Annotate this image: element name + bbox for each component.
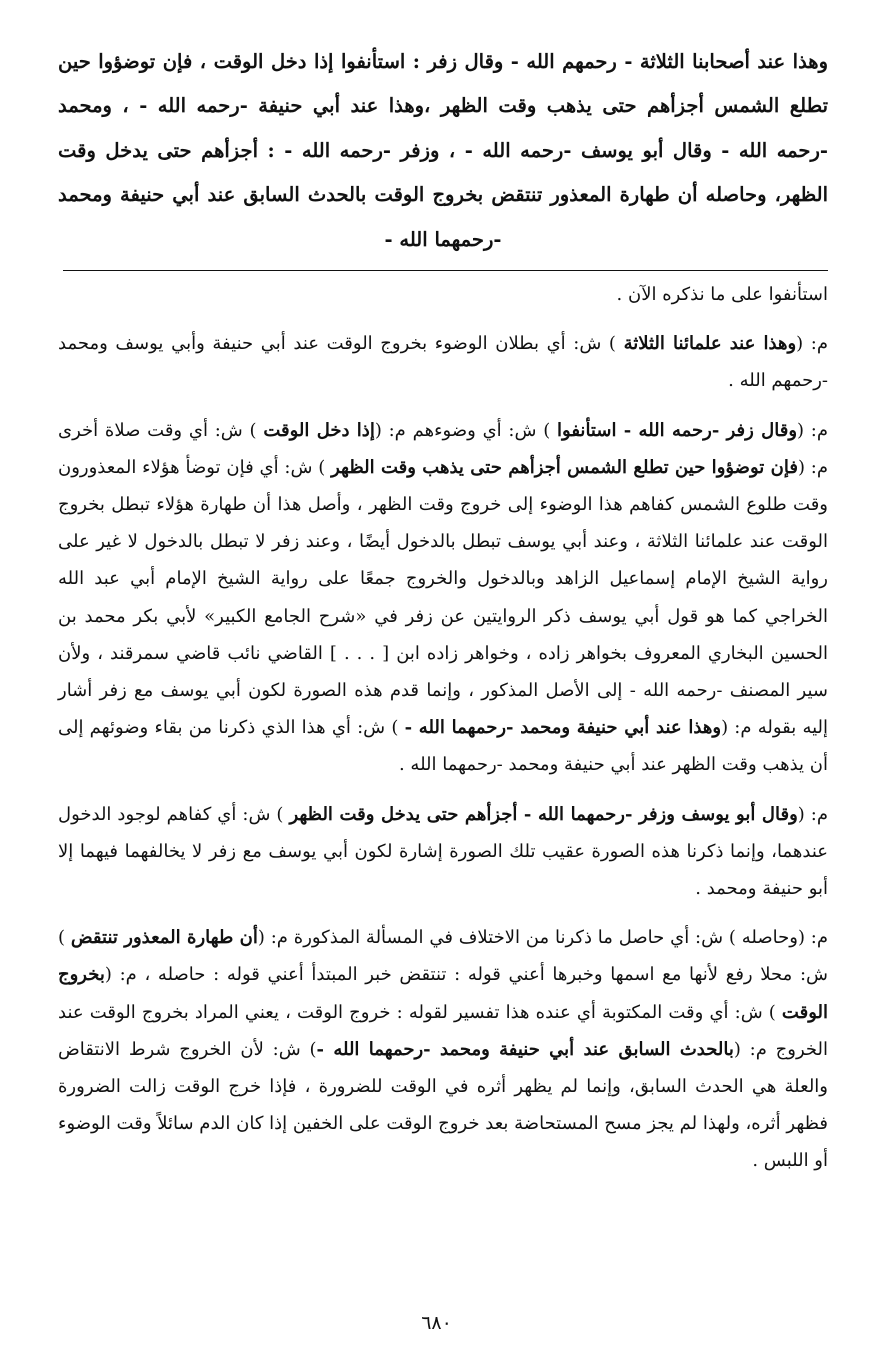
commentary-paragraph-5 (58, 919, 828, 1179)
matn-text: وهذا عند أصحابنا الثلاثة - رحمهم الله - وقال زفر : استأنفوا إذا دخل الوقت ، فإن توضؤوا حين تطلع الشمس أجزأهم حتى يذهب وقت الظهر ،وهذا عند أبي حنيفة -رحمه الله - ، ومحمد -رحمه الله - وقال أبو يوسف -رحمه الله - ، وزفر -رحمه الله - : أجزأهم حتى يدخل وقت الظهر، وحاصله أن طهارة المعذور تنتقض بخروج الوقت بالحدث السابق عند أبي حنيفة ومحمد -رحمهما الله - (58, 50, 828, 251)
commentary-text: ) ش: أي فإن توضأ هؤلاء المعذورون وقت طلوع الشمس كفاهم هذا الوضوء إلى خروج وقت الظهر ، وأصل هذا أن طهارة هؤلاء تبطل بخروج الوقت عند علمائنا الثلاثة ، وعند أبي يوسف تبطل بالدخول أيضًا ، وعند زفر لا تبطل بالدخول لا غير على رواية الشيخ الإمام إسماعيل الزاهد وبالدخول والخروج جمعًا على رواية الشيخ الإمام أبي عبد الله الخراجي كما هو قول أبي يوسف ذكر الروايتين عن زفر في «شرح الجامع الكبير» لأبي بكر محمد بن الحسين البخاري المعروف بخواهر زاده ، وخواهر زاده ابن [ . . . ] القاضي نائب قاضي سمرقند ، ولأن سير المصنف -رحمه الله - إلى الأصل المذكور ، وإنما قدم هذه الصورة لكون أبي يوسف مع زفر أشار إليه بقوله م: ( (58, 456, 829, 739)
commentary-text: م: (وحاصله ) ش: أي حاصل ما ذكرنا من الاختلاف في المسألة المذكورة م: ( (257, 927, 828, 949)
commentary-paragraph-1: استأنفوا على ما نذكره الآن . (616, 284, 828, 305)
commentary-paragraph-2 (58, 325, 828, 399)
commentary-paragraph-4 (58, 796, 828, 908)
commentary-text: م: ( (797, 419, 829, 441)
commentary-text: ) ش: أي بطلان الوضوء بخروج الوقت عند أبي حنيفة وأبي يوسف ومحمد -رحمهم الله . (58, 333, 828, 392)
commentary-text: ) ش: لأن الخروج شرط الانتقاض والعلة هي الحدث السابق، وإنما لم يظهر أثره في الوقت للضرورة ، فإذا خرج الوقت زالت الضرورة فظهر أثره، ولهذا لم يجز مسح المستحاضة بعد خروج الوقت على الخفين إذا كان الدم سائلاً وقت الوضوء أو اللبس . (58, 1038, 828, 1172)
commentary-text: ) ش: أي وضوءهم م: ( (374, 419, 558, 441)
matn-quote: بخروج الوقت (58, 964, 828, 1023)
page-number: ٦٨٠ (421, 1312, 452, 1334)
commentary-text: ) ش: محلا رفع لأنها مع اسمها وخبرها أعني قوله : تنتقض خبر المبتدأ أعني قوله : حاصله ، م: ( (58, 927, 828, 986)
footnote-divider (63, 270, 828, 271)
commentary-text: ) ش: أي وقت صلاة أخرى م: ( (58, 419, 829, 478)
commentary-text: م: ( (796, 333, 829, 355)
matn-quote: أن طهارة المعذور تنتقض (70, 927, 258, 949)
commentary-text: ) ش: أي وقت المكتوبة أي عنده هذا تفسير لقوله : خروج الوقت ، يعني المراد بخروج الوقت عند الخروج م: ( (58, 1001, 828, 1060)
matn-quote: وهذا عند علمائنا الثلاثة (623, 333, 797, 355)
matn-quote: وقال زفر -رحمه الله - استأنفوا (557, 419, 798, 441)
commentary-text: ) ش: أي هذا الذي ذكرنا من بقاء وضوئهم إلى أن يذهب وقت الظهر عند أبي حنيفة ومحمد -رحمهما الله . (58, 717, 828, 776)
matn-block (58, 40, 828, 262)
commentary-paragraph-3 (58, 412, 828, 784)
commentary-text: ) ش: أي كفاهم لوجود الدخول عندهما، وإنما ذكرنا هذه الصورة عقيب تلك الصورة إشارة لكون أبي يوسف مع زفر لا يخالفهما فيهما إلا أبو حنيفة ومحمد . (58, 803, 828, 900)
matn-quote: فإن توضؤوا حين تطلع الشمس أجزأهم حتى يذهب وقت الظهر (331, 456, 798, 478)
matn-quote: بالحدث السابق عند أبي حنيفة ومحمد -رحمهما الله - (316, 1038, 734, 1060)
matn-quote: وهذا عند أبي حنيفة ومحمد -رحمهما الله - (404, 717, 722, 739)
matn-quote: إذا دخل الوقت (263, 419, 375, 441)
matn-quote: وقال أبو يوسف وزفر -رحمهما الله - أجزأهم حتى يدخل وقت الظهر (289, 803, 798, 825)
commentary-block (58, 276, 828, 1192)
commentary-text: م: ( (797, 803, 828, 825)
